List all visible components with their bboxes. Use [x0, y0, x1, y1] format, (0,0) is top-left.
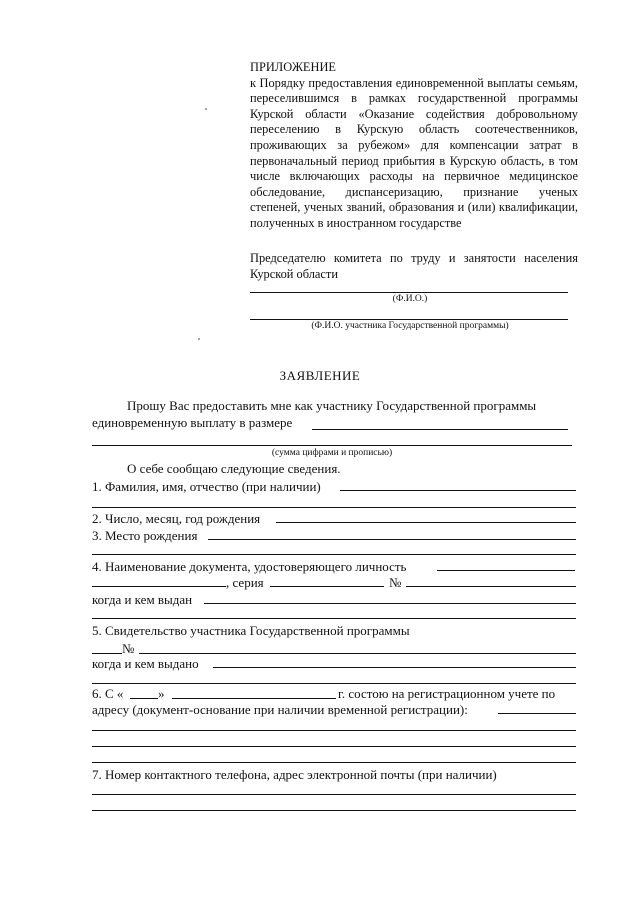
certificate-number-label: №: [122, 641, 135, 656]
full-name-field[interactable]: [340, 490, 576, 491]
id-number-field[interactable]: [406, 586, 576, 587]
amount-words-field[interactable]: [92, 445, 572, 446]
contact-field-line-1[interactable]: [92, 794, 576, 795]
field-4-label: 4. Наименование документа, удостоверяющего личность: [92, 559, 407, 574]
field-6-prefix: 6. С «: [92, 686, 124, 701]
appendix-block: [250, 60, 578, 232]
registration-address-line-2[interactable]: [92, 730, 576, 731]
registration-address-field[interactable]: [498, 713, 576, 714]
intro-text: О себе сообщаю следующие сведения.: [127, 461, 341, 476]
id-issued-label: когда и кем выдан: [92, 592, 193, 607]
id-series-label: , серия: [226, 575, 264, 590]
id-document-name-field[interactable]: [437, 570, 575, 571]
id-issued-field-cont[interactable]: [92, 618, 576, 619]
field-2-label: 2. Число, месяц, год рождения: [92, 511, 261, 526]
field-6-line-2: адресу (документ-основание при наличии временной регистрации):: [92, 702, 468, 717]
registration-address-line-4[interactable]: [92, 762, 576, 763]
certificate-issued-field[interactable]: [213, 667, 576, 668]
registration-address-line-3[interactable]: [92, 746, 576, 747]
field-3-label: 3. Место рождения: [92, 528, 198, 543]
birth-place-field[interactable]: [208, 539, 576, 540]
certificate-number-field[interactable]: [139, 653, 576, 654]
amount-caption: (сумма цифрами и прописью): [271, 448, 393, 458]
request-line-2: единовременную выплату в размере: [92, 415, 293, 430]
registration-day-field[interactable]: [130, 698, 158, 699]
birth-place-field-cont[interactable]: [92, 554, 576, 555]
birth-date-field[interactable]: [276, 522, 576, 523]
field-6-text: г. состою на регистрационном учете по: [338, 686, 556, 701]
id-series-field[interactable]: [270, 586, 384, 587]
contact-field-line-2[interactable]: [92, 810, 576, 811]
participant-fio-field[interactable]: [250, 319, 568, 320]
field-7-label: 7. Номер контактного телефона, адрес электронной почты (при наличии): [92, 767, 497, 782]
amount-field[interactable]: [312, 429, 568, 430]
appendix-title: ПРИЛОЖЕНИЕ: [250, 60, 336, 74]
participant-caption: (Ф.И.О. участника Государственной программы): [311, 321, 509, 331]
fio-caption: (Ф.И.О.): [392, 294, 428, 304]
addressee-fio-field[interactable]: [250, 292, 568, 293]
document-heading: ЗАЯВЛЕНИЕ: [279, 368, 361, 383]
id-issued-field[interactable]: [204, 603, 576, 604]
registration-month-field[interactable]: [172, 698, 336, 699]
scan-dot: [205, 108, 207, 110]
id-document-name-field-cont[interactable]: [92, 586, 226, 587]
certificate-prefix-field[interactable]: [92, 653, 122, 654]
certificate-issued-field-cont[interactable]: [92, 683, 576, 684]
addressee-text: Председателю комитета по труду и занятости населения Курской области: [250, 251, 578, 281]
id-number-label: №: [389, 575, 402, 590]
certificate-issued-label: когда и кем выдано: [92, 656, 199, 671]
field-1-label: 1. Фамилия, имя, отчество (при наличии): [92, 479, 321, 494]
request-line-1: Прошу Вас предоставить мне как участнику Государственной программы: [127, 398, 537, 413]
scan-dot: [198, 338, 200, 340]
field-6-quote: »: [158, 686, 165, 701]
full-name-field-cont[interactable]: [92, 507, 576, 508]
field-5-label: 5. Свидетельство участника Государственной программы: [92, 623, 410, 638]
appendix-body: к Порядку предоставления единовременной выплаты семьям, переселившимся в рамках государственной программы Курской области «Оказание содействия добровольному переселению в Курскую область соотечественников, проживающих за рубежом» для компенсации затрат в первоначальный период прибытия в Курскую область, в том числе включающих расходы на первичное медицинское обследование, диспансеризацию, признание ученых степеней, ученых званий, образования и (или) квалификации, полученных в иностранном государстве: [250, 75, 578, 230]
